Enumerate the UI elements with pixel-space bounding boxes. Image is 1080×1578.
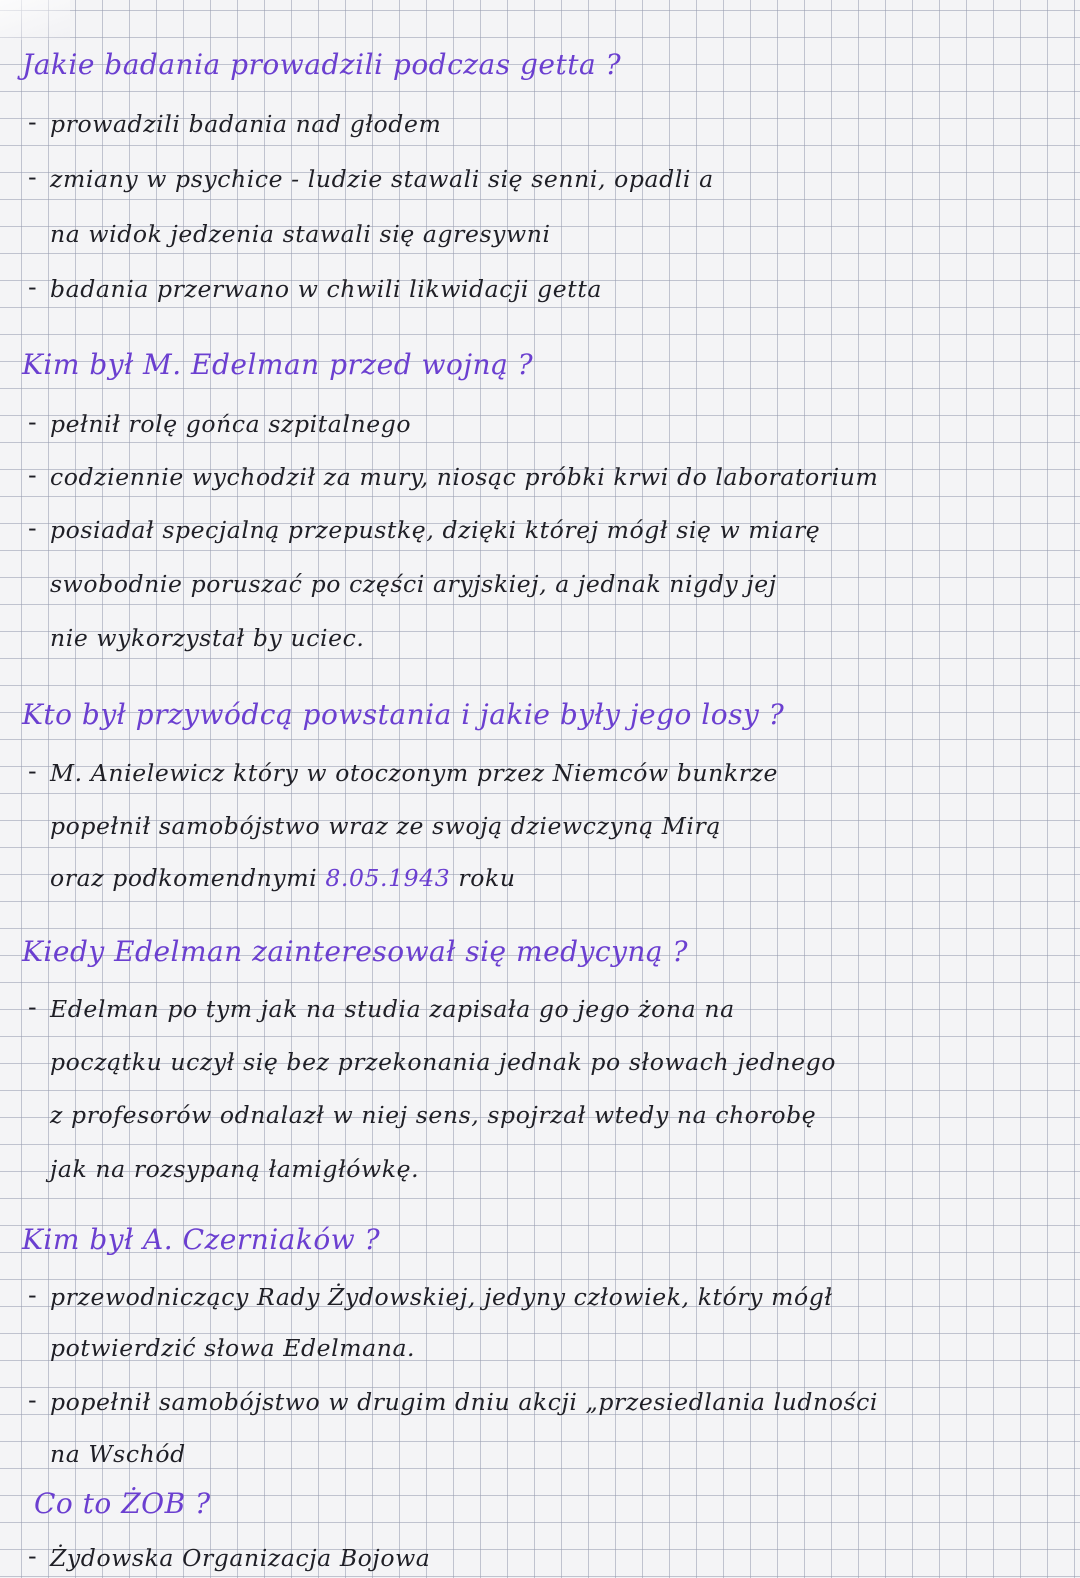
date-highlight: 8.05.1943 (325, 864, 451, 892)
bullet-dash: - (28, 757, 37, 785)
answer-line: Edelman po tym jak na studia zapisała go jego żona na (50, 995, 735, 1023)
question-6: Co to ŻOB ? (34, 1487, 211, 1520)
answer-line: zmiany w psychice - ludzie stawali się senni, opadli a (50, 165, 714, 193)
answer-text: oraz podkomendnymi (50, 864, 318, 892)
question-2: Kim był M. Edelman przed wojną ? (22, 348, 534, 381)
answer-line: pełnił rolę gońca szpitalnego (50, 410, 412, 438)
answer-line: potwierdzić słowa Edelmana. (50, 1334, 416, 1362)
bullet-dash: - (28, 273, 37, 301)
answer-line: M. Anielewicz który w otoczonym przez Niemców bunkrze (50, 759, 779, 787)
answer-line: początku uczył się bez przekonania jednak po słowach jednego (50, 1048, 837, 1076)
question-1: Jakie badania prowadzili podczas getta ? (22, 48, 622, 81)
answer-line: swobodnie poruszać po części aryjskiej, a jednak nigdy jej (50, 570, 777, 598)
answer-line: jak na rozsypaną łamigłówkę. (50, 1155, 420, 1183)
bullet-dash: - (28, 163, 37, 191)
bullet-dash: - (28, 461, 37, 489)
bullet-dash: - (28, 1386, 37, 1414)
answer-line: badania przerwano w chwili likwidacji getta (50, 275, 602, 303)
answer-line (50, 864, 516, 892)
answer-line: codziennie wychodził za mury, niosąc próbki krwi do laboratorium (50, 463, 879, 491)
answer-line: przewodniczący Rady Żydowskiej, jedyny człowiek, który mógł (50, 1283, 833, 1311)
answer-line: z profesorów odnalazł w niej sens, spojrzał wtedy na chorobę (50, 1101, 817, 1129)
bullet-dash: - (28, 1281, 37, 1309)
bullet-dash: - (28, 1542, 37, 1570)
bullet-dash: - (28, 408, 37, 436)
answer-line: na widok jedzenia stawali się agresywni (50, 220, 551, 248)
answer-line: na Wschód (50, 1440, 186, 1468)
page-corner-fold (0, 0, 70, 40)
answer-text: roku (458, 864, 516, 892)
bullet-dash: - (28, 993, 37, 1021)
bullet-dash: - (28, 108, 37, 136)
answer-line: popełnił samobójstwo wraz ze swoją dziewczyną Mirą (50, 812, 721, 840)
answer-line: Żydowska Organizacja Bojowa (50, 1544, 431, 1572)
bullet-dash: - (28, 514, 37, 542)
answer-line: popełnił samobójstwo w drugim dniu akcji „przesiedlania ludności (50, 1388, 879, 1416)
question-4: Kiedy Edelman zainteresował się medycyną ? (22, 935, 689, 968)
question-5: Kim był A. Czerniaków ? (22, 1223, 381, 1256)
answer-line: prowadzili badania nad głodem (50, 110, 442, 138)
answer-line: posiadał specjalną przepustkę, dzięki której mógł się w miarę (50, 516, 821, 544)
answer-line: nie wykorzystał by uciec. (50, 624, 365, 652)
question-3: Kto był przywódcą powstania i jakie były jego losy ? (22, 698, 785, 731)
